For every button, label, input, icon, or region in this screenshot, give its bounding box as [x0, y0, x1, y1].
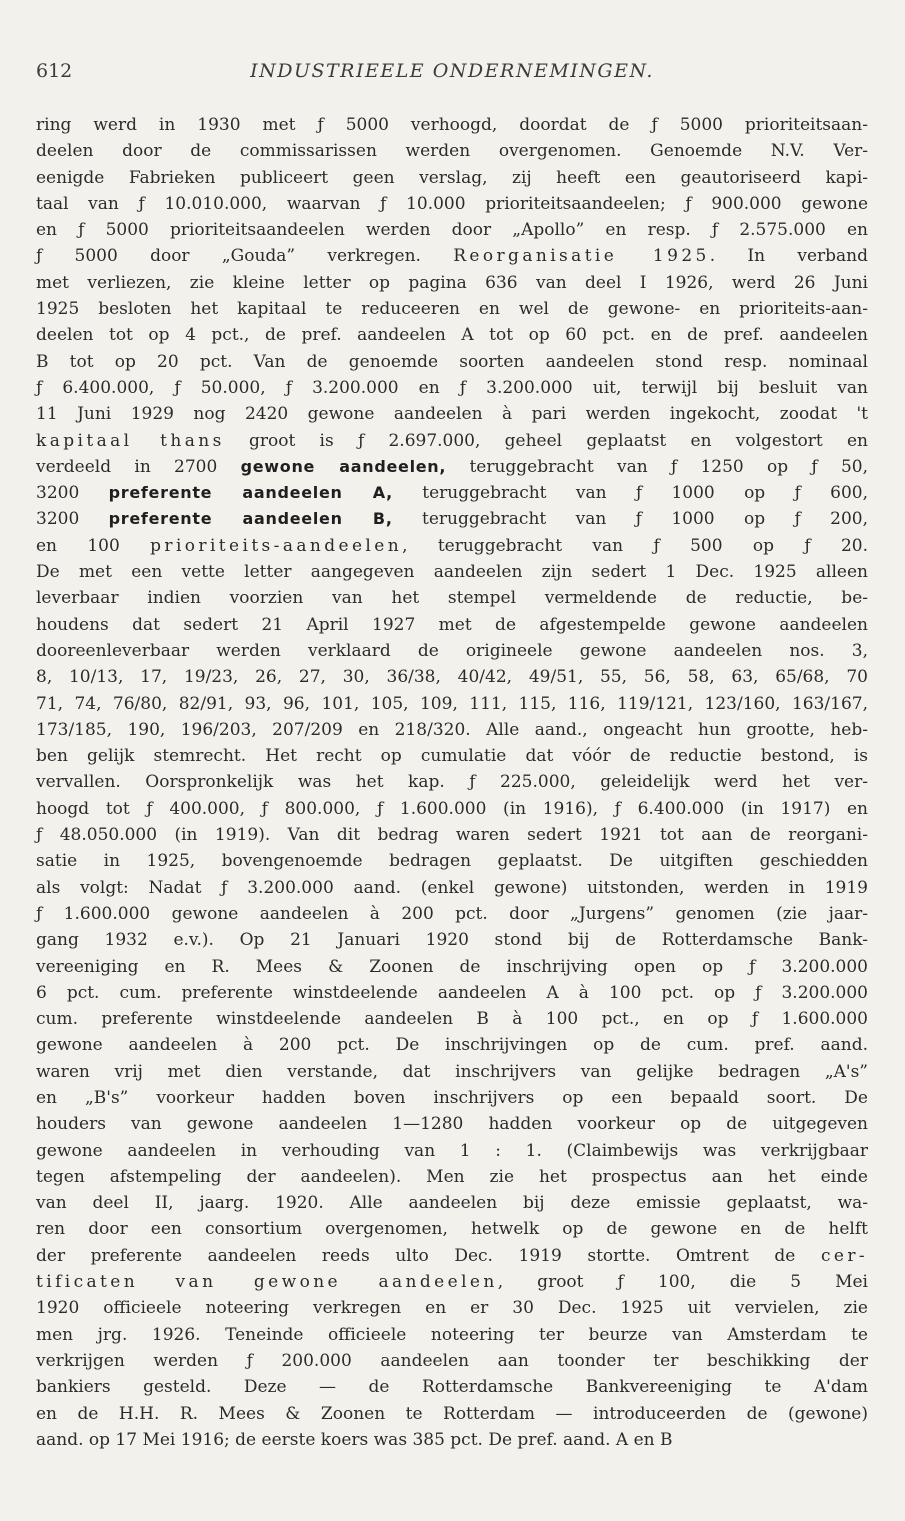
text-line [36, 743, 868, 769]
line-text: tegen afstempeling der aandeelen). Men zie het prospectus aan het einde [36, 1166, 868, 1187]
line-text: ƒ 1.600.000 gewone aandeelen à 200 pct. door „Jurgens” genomen (zie jaar- [36, 903, 868, 924]
text-line [36, 822, 868, 848]
line-text: vervallen. Oorspronkelijk was het kap. ƒ 225.000, geleidelijk werd het ver- [36, 772, 868, 793]
text-line [36, 901, 868, 927]
spaced-emphasis: Reorganisatie 1925 [453, 246, 710, 267]
line-text: verdeeld in 2700 [36, 456, 241, 477]
text-line [36, 875, 868, 901]
text-line [36, 927, 868, 953]
line-text: leverbaar indien voorzien van het stempel vermeldende de reductie, be- [36, 588, 868, 609]
text-line [36, 638, 868, 664]
line-text: cum. preferente winstdeelende aandeelen B à 100 pct., en op ƒ 1.600.000 [36, 1009, 868, 1030]
text-line [36, 533, 868, 559]
spaced-emphasis: cer- [820, 1245, 868, 1266]
text-line [36, 112, 868, 138]
text-line [36, 980, 868, 1006]
line-text: . In verband [709, 246, 868, 267]
line-text: ƒ 6.400.000, ƒ 50.000, ƒ 3.200.000 en ƒ 3.200.000 uit, terwijl bij besluit van [36, 377, 868, 398]
line-text: groot is ƒ 2.697.000, geheel geplaatst en volgestort en [224, 430, 868, 451]
line-text: ren door een consortium overgenomen, hetwelk op de gewone en de helft [36, 1219, 868, 1240]
text-line [36, 506, 868, 532]
text-line [36, 769, 868, 795]
text-line [36, 1085, 868, 1111]
line-text: , groot ƒ 100, die 5 Mei [497, 1272, 868, 1293]
line-text: vereeniging en R. Mees & Zoonen de inschrijving open op ƒ 3.200.000 [36, 956, 868, 977]
line-text: teruggebracht van ƒ 1000 op ƒ 600, [392, 483, 868, 504]
line-text: 1920 officieele noteering verkregen en er 30 Dec. 1925 uit vervielen, zie [36, 1298, 868, 1319]
text-line [36, 165, 868, 191]
text-line [36, 191, 868, 217]
line-text: en „B's” voorkeur hadden boven inschrijvers op een bepaald soort. De [36, 1087, 868, 1108]
line-text: 173/185, 190, 196/203, 207/209 en 218/320. Alle aand., ongeacht hun grootte, heb- [36, 719, 868, 740]
spaced-emphasis: tificaten van gewone aandeelen [36, 1272, 498, 1293]
line-text: deelen tot op 4 pct., de pref. aandeelen A tot op 60 pct. en de pref. aandeelen [36, 325, 868, 346]
line-text: gewone aandeelen in verhouding van 1 : 1. (Claimbewijs was verkrijgbaar [36, 1140, 868, 1161]
line-text: en ƒ 5000 prioriteitsaandeelen werden door „Apollo” en resp. ƒ 2.575.000 en [36, 220, 868, 241]
text-line [36, 848, 868, 874]
text-line [36, 349, 868, 375]
text-line [36, 796, 868, 822]
line-text: taal van ƒ 10.010.000, waarvan ƒ 10.000 prioriteitsaandeelen; ƒ 900.000 gewone [36, 193, 868, 214]
text-line [36, 1322, 868, 1348]
line-text: men jrg. 1926. Teneinde officieele noteering ter beurze van Amsterdam te [36, 1324, 868, 1345]
line-text: 8, 10/13, 17, 19/23, 26, 27, 30, 36/38, 40/42, 49/51, 55, 56, 58, 63, 65/68, 70 [36, 667, 868, 688]
line-text: van deel II, jaarg. 1920. Alle aandeelen bij deze emissie geplaatst, wa- [36, 1193, 868, 1214]
line-text: houdens dat sedert 21 April 1927 met de afgestempelde gewone aandeelen [36, 614, 868, 635]
text-line [36, 1295, 868, 1321]
line-text: als volgt: Nadat ƒ 3.200.000 aand. (enkel gewone) uitstonden, werden in 1919 [36, 877, 868, 898]
spaced-emphasis: kapitaal thans [36, 430, 225, 451]
text-line [36, 717, 868, 743]
text-line [36, 1374, 868, 1400]
line-text: 3200 [36, 483, 109, 504]
line-text: teruggebracht van ƒ 1000 op ƒ 200, [392, 509, 868, 530]
line-text: 6 pct. cum. preferente winstdeelende aandeelen A à 100 pct. op ƒ 3.200.000 [36, 982, 868, 1003]
text-line [36, 454, 868, 480]
text-line [36, 243, 868, 269]
text-line [36, 1138, 868, 1164]
text-line [36, 691, 868, 717]
page-number: 612 [36, 60, 73, 82]
text-line [36, 1269, 868, 1295]
line-text: en de H.H. R. Mees & Zoonen te Rotterdam — introduceerden de (gewone) [36, 1403, 868, 1424]
text-line [36, 1427, 868, 1453]
line-text: der preferente aandeelen reeds ulto Dec. 1919 stortte. Omtrent de [36, 1245, 821, 1266]
line-text: ƒ 5000 door „Gouda” verkregen. [36, 246, 454, 267]
line-text: satie in 1925, bovengenoemde bedragen geplaatst. De uitgiften geschiedden [36, 851, 868, 872]
text-line [36, 1348, 868, 1374]
text-line [36, 375, 868, 401]
line-text: met verliezen, zie kleine letter op pagina 636 van deel I 1926, werd 26 Juni [36, 272, 868, 293]
text-line [36, 480, 868, 506]
line-text: , teruggebracht van ƒ 500 op ƒ 20. [402, 535, 868, 556]
text-line [36, 270, 868, 296]
line-text: ƒ 48.050.000 (in 1919). Van dit bedrag waren sedert 1921 tot aan de reorgani- [36, 825, 868, 846]
line-text: houders van gewone aandeelen 1—1280 hadden voorkeur op de uitgegeven [36, 1114, 868, 1135]
text-line [36, 401, 868, 427]
line-text: teruggebracht van ƒ 1250 op ƒ 50, [446, 456, 868, 477]
line-text: aand. op 17 Mei 1916; de eerste koers was 385 pct. De pref. aand. A en B [36, 1429, 673, 1450]
line-text: eenigde Fabrieken publiceert geen verslag, zij heeft een geautoriseerd kapi- [36, 167, 868, 188]
line-text: 71, 74, 76/80, 82/91, 93, 96, 101, 105, 109, 111, 115, 116, 119/121, 123/160, 163/167, [36, 693, 868, 714]
page-header [36, 60, 868, 90]
line-text: deelen door de commissarissen werden overgenomen. Genoemde N.V. Ver- [36, 141, 868, 162]
text-line [36, 612, 868, 638]
bold-share-class: gewone aandeelen, [240, 456, 447, 476]
text-line [36, 585, 868, 611]
line-text: 1925 besloten het kapitaal te reduceeren en wel de gewone- en prioriteits-aan- [36, 299, 868, 320]
text-line [36, 217, 868, 243]
line-text: hoogd tot ƒ 400.000, ƒ 800.000, ƒ 1.600.000 (in 1916), ƒ 6.400.000 (in 1917) en [36, 798, 868, 819]
line-text: B tot op 20 pct. Van de genoemde soorten aandeelen stond resp. nominaal [36, 351, 868, 372]
text-line [36, 1111, 868, 1137]
text-line [36, 1032, 868, 1058]
text-line [36, 138, 868, 164]
spaced-emphasis: prioriteits-aandeelen [150, 535, 403, 556]
text-line [36, 322, 868, 348]
text-line [36, 559, 868, 585]
text-line [36, 1216, 868, 1242]
text-line [36, 1006, 868, 1032]
line-text: De met een vette letter aangegeven aandeelen zijn sedert 1 Dec. 1925 alleen [36, 562, 868, 583]
line-text: gang 1932 e.v.). Op 21 Januari 1920 stond bij de Rotterdamsche Bank- [36, 930, 868, 951]
text-line [36, 296, 868, 322]
running-title: INDUSTRIEELE ONDERNEMINGEN. [250, 60, 654, 82]
bold-share-class: preferente aandeelen A, [108, 483, 393, 503]
text-line [36, 1190, 868, 1216]
line-text: waren vrij met dien verstande, dat inschrijvers van gelijke bedragen „A's” [36, 1061, 868, 1082]
line-text: en 100 [36, 535, 151, 556]
body-text [36, 112, 868, 1453]
text-line [36, 1243, 868, 1269]
bold-share-class: preferente aandeelen B, [108, 509, 393, 529]
text-line [36, 1059, 868, 1085]
line-text: dooreenleverbaar werden verklaard de origineele gewone aandeelen nos. 3, [36, 640, 868, 661]
text-line [36, 1401, 868, 1427]
text-line [36, 1164, 868, 1190]
line-text: gewone aandeelen à 200 pct. De inschrijvingen op de cum. pref. aand. [36, 1035, 868, 1056]
line-text: 3200 [36, 509, 109, 530]
line-text: ben gelijk stemrecht. Het recht op cumulatie dat vóór de reductie bestond, is [36, 746, 868, 767]
line-text: 11 Juni 1929 nog 2420 gewone aandeelen à pari werden ingekocht, zoodat 't [36, 404, 868, 425]
line-text: ring werd in 1930 met ƒ 5000 verhoogd, doordat de ƒ 5000 prioriteitsaan- [36, 115, 868, 135]
text-line [36, 954, 868, 980]
text-line [36, 664, 868, 690]
text-line [36, 428, 868, 454]
line-text: bankiers gesteld. Deze — de Rotterdamsche Bankvereeniging te A'dam [36, 1377, 868, 1398]
line-text: verkrijgen werden ƒ 200.000 aandeelen aan toonder ter beschikking der [36, 1350, 868, 1371]
